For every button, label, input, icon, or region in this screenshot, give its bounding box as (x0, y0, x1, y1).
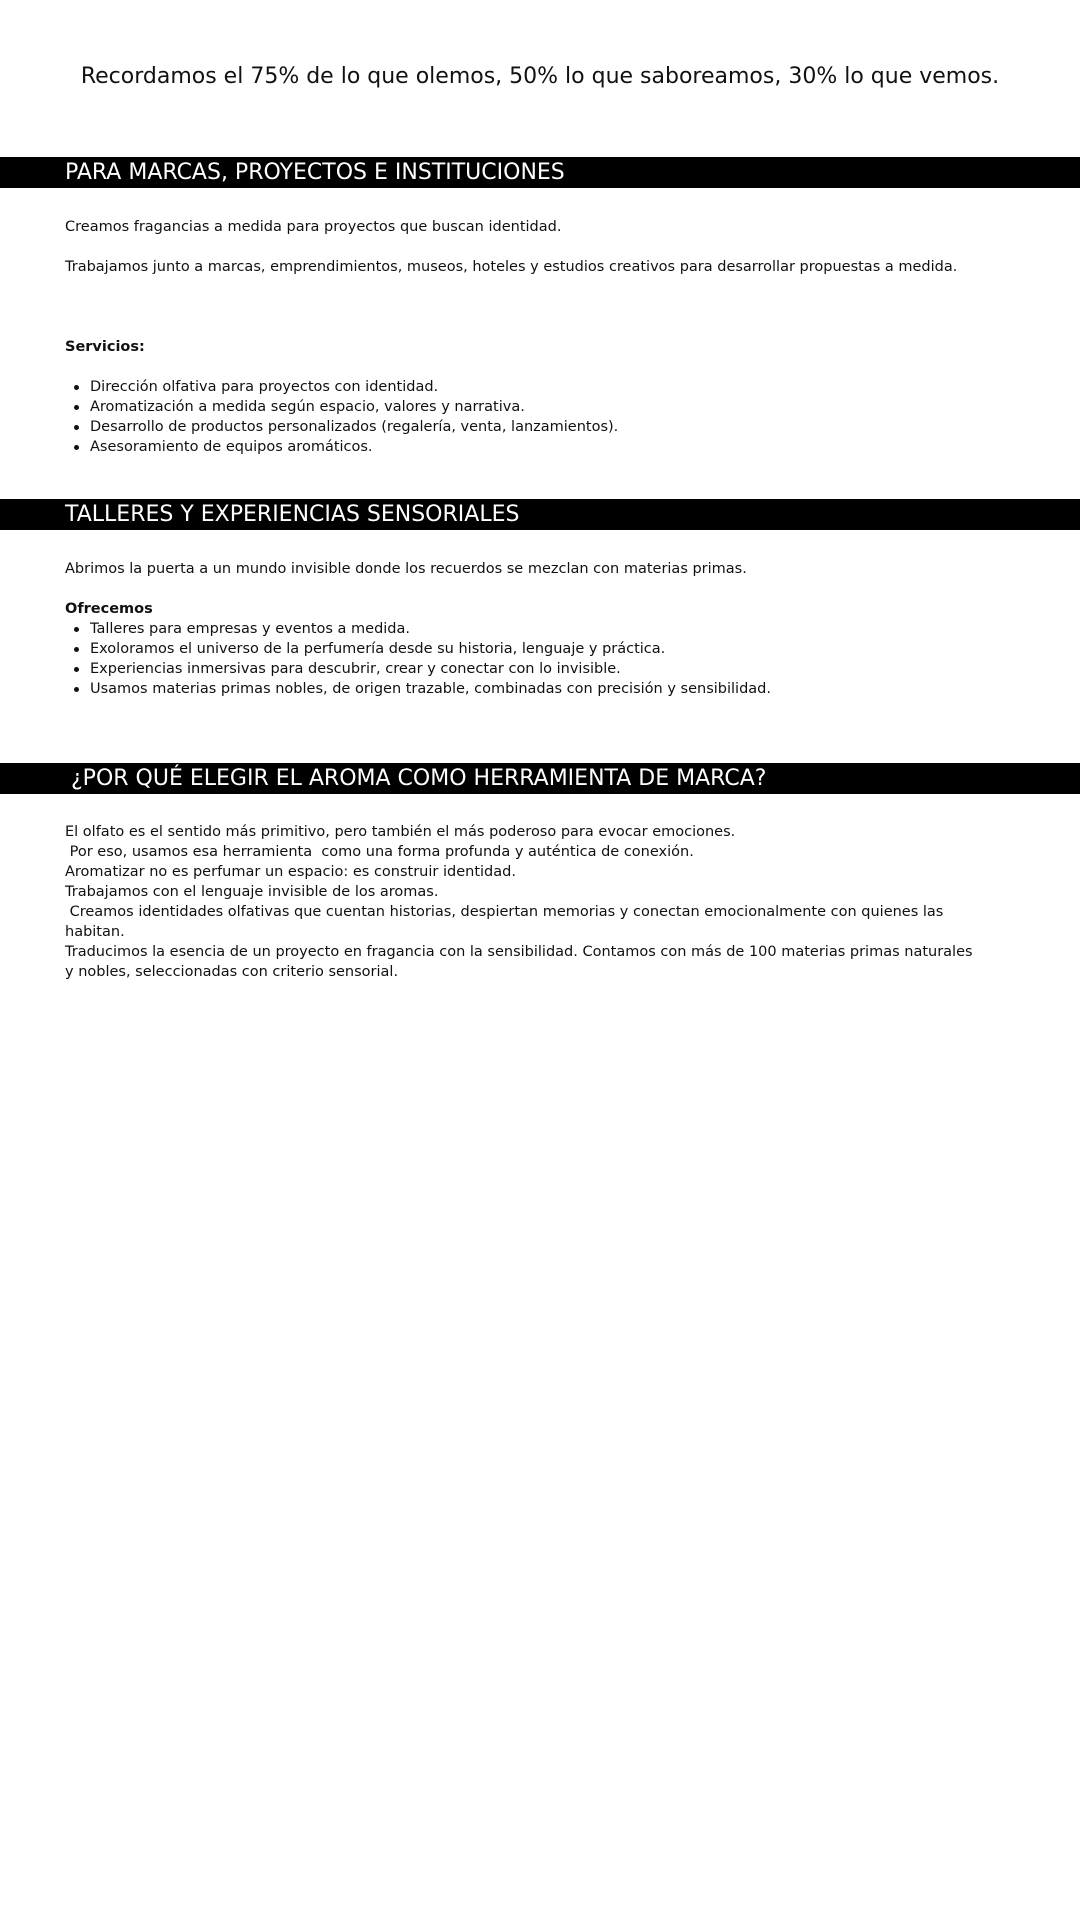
list-item: Aromatización a medida según espacio, valores y narrativa. (65, 397, 985, 417)
services-block (65, 337, 985, 457)
why-line-5: Creamos identidades olfativas que cuentan historias, despiertan memorias y conectan emocionalmente con quienes las habitan. (65, 904, 948, 940)
services-list (65, 377, 985, 457)
why-line-3: Aromatizar no es perfumar un espacio: es construir identidad. (65, 864, 516, 880)
why-line-6: Traducimos la esencia de un proyecto en fragancia con la sensibilidad. Contamos con más de 100 materias primas naturales y nobles, seleccionadas con criterio sensorial. (65, 944, 978, 980)
list-item: Experiencias inmersivas para descubrir, crear y conectar con lo invisible. (65, 659, 985, 679)
section-title-brands: PARA MARCAS, PROYECTOS E INSTITUCIONES (65, 160, 565, 185)
section-banner-workshops (0, 499, 1080, 530)
services-heading: Servicios: (65, 339, 145, 355)
why-line-1: El olfato es el sentido más primitivo, pero también el más poderoso para evocar emociones. (65, 824, 736, 840)
brands-intro-line-2: Trabajamos junto a marcas, emprendimientos, museos, hoteles y estudios creativos para desarrollar propuestas a medida. (65, 259, 958, 275)
list-item: Desarrollo de productos personalizados (regalería, venta, lanzamientos). (65, 417, 985, 437)
list-item: Usamos materias primas nobles, de origen trazable, combinadas con precisión y sensibilidad. (65, 679, 985, 699)
workshops-intro: Abrimos la puerta a un mundo invisible donde los recuerdos se mezclan con materias primas. (65, 561, 747, 577)
list-item: Talleres para empresas y eventos a medida. (65, 619, 985, 639)
list-item: Dirección olfativa para proyectos con identidad. (65, 377, 985, 397)
list-item: Exoloramos el universo de la perfumería desde su historia, lenguaje y práctica. (65, 639, 985, 659)
section-banner-why (0, 763, 1080, 794)
why-line-2: Por eso, usamos esa herramienta como una forma profunda y auténtica de conexión. (65, 844, 694, 860)
offer-heading: Ofrecemos (65, 601, 153, 617)
workshops-block (65, 559, 985, 699)
section-title-why: ¿POR QUÉ ELEGIR EL AROMA COMO HERRAMIENTA DE MARCA? (71, 766, 767, 791)
hero-quote: Recordamos el 75% de lo que olemos, 50% lo que saboreamos, 30% lo que vemos. (80, 64, 1000, 89)
brands-intro (65, 217, 985, 277)
offers-list (65, 619, 985, 699)
why-block (65, 822, 985, 982)
section-title-workshops: TALLERES Y EXPERIENCIAS SENSORIALES (65, 502, 520, 527)
why-line-4: Trabajamos con el lenguaje invisible de los aromas. (65, 884, 439, 900)
brands-intro-line-1: Creamos fragancias a medida para proyectos que buscan identidad. (65, 219, 562, 235)
section-banner-brands (0, 157, 1080, 188)
list-item: Asesoramiento de equipos aromáticos. (65, 437, 985, 457)
